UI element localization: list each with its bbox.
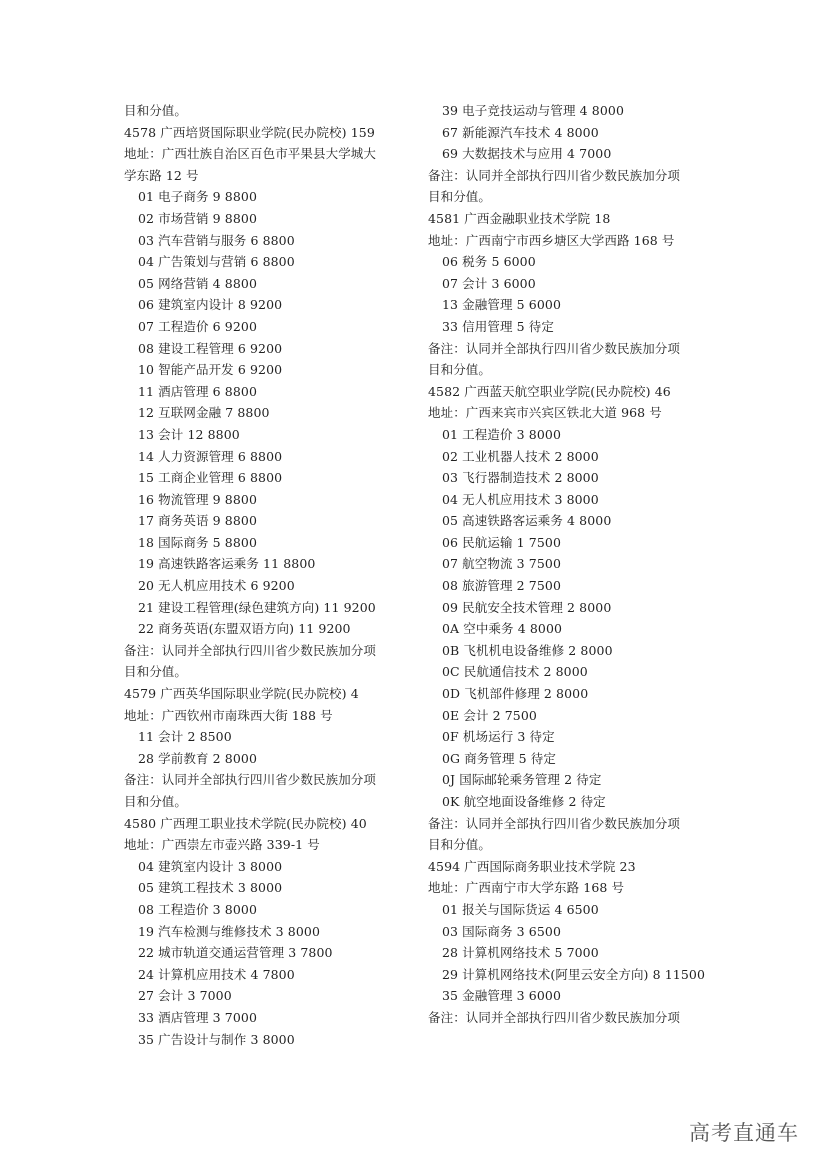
text-line: 04 无人机应用技术 3 8000 [442, 491, 599, 507]
text-line: 备注：认同并全部执行四川省少数民族加分项 [428, 1009, 681, 1025]
text-line: 16 物流管理 9 8800 [138, 491, 257, 507]
text-line: 03 汽车营销与服务 6 8800 [138, 232, 295, 248]
text-line: 15 工商企业管理 6 8800 [138, 470, 283, 486]
text-line: 19 汽车检测与维修技术 3 8000 [138, 923, 320, 939]
text-line: 11 酒店管理 6 8800 [138, 383, 257, 399]
text-line: 33 信用管理 5 待定 [442, 318, 554, 334]
text-line: 22 城市轨道交通运营管理 3 7800 [138, 945, 333, 961]
text-line: 学东路 12 号 [124, 167, 199, 183]
text-line: 0F 机场运行 3 待定 [442, 729, 555, 745]
text-line: 08 旅游管理 2 7500 [442, 578, 561, 594]
text-line: 03 飞行器制造技术 2 8000 [442, 470, 599, 486]
text-line: 01 报关与国际货运 4 6500 [442, 901, 599, 917]
left-column [124, 100, 424, 1050]
text-line: 目和分值。 [428, 837, 492, 853]
text-line: 地址：广西南宁市西乡塘区大学西路 168 号 [428, 232, 675, 248]
text-line: 69 大数据技术与应用 4 7000 [442, 146, 612, 162]
text-line: 目和分值。 [124, 103, 188, 118]
text-line: 03 国际商务 3 6500 [442, 923, 561, 939]
text-line: 0G 商务管理 5 待定 [442, 750, 557, 766]
text-line: 地址：广西钦州市南珠西大街 188 号 [124, 707, 333, 723]
text-line: 05 高速铁路客运乘务 4 8000 [442, 513, 612, 529]
text-line: 0J 国际邮轮乘务管理 2 待定 [442, 772, 602, 788]
text-line: 4580 广西理工职业技术学院(民办院校) 40 [124, 815, 367, 831]
text-line: 19 高速铁路客运乘务 11 8800 [138, 556, 316, 572]
text-line: 备注：认同并全部执行四川省少数民族加分项 [124, 772, 377, 788]
text-line: 08 工程造价 3 8000 [138, 901, 257, 917]
text-line: 17 商务英语 9 8800 [138, 513, 257, 529]
text-line: 0A 空中乘务 4 8000 [442, 621, 563, 637]
text-line: 35 金融管理 3 6000 [442, 988, 561, 1004]
text-line: 20 无人机应用技术 6 9200 [138, 578, 295, 594]
text-line: 目和分值。 [428, 189, 492, 205]
text-line: 12 互联网金融 7 8800 [138, 405, 270, 421]
text-line: 35 广告设计与制作 3 8000 [138, 1031, 295, 1047]
text-line: 05 网络营销 4 8800 [138, 275, 257, 291]
text-line: 备注：认同并全部执行四川省少数民族加分项 [124, 642, 377, 658]
text-line: 备注：认同并全部执行四川省少数民族加分项 [428, 340, 681, 356]
text-line: 0D 飞机部件修理 2 8000 [442, 686, 589, 702]
text-line: 33 酒店管理 3 7000 [138, 1009, 257, 1025]
text-line: 05 建筑工程技术 3 8000 [138, 880, 283, 896]
text-line: 地址：广西崇左市壶兴路 339-1 号 [124, 837, 320, 853]
text-line: 02 市场营销 9 8800 [138, 210, 257, 226]
text-line: 28 计算机网络技术 5 7000 [442, 945, 599, 961]
text-line: 01 工程造价 3 8000 [442, 426, 561, 442]
text-line: 地址：广西来宾市兴宾区铁北大道 968 号 [428, 405, 662, 421]
text-line: 21 建设工程管理(绿色建筑方向) 11 9200 [138, 599, 376, 615]
text-line: 目和分值。 [124, 794, 188, 809]
text-line: 0K 航空地面设备维修 2 待定 [442, 794, 606, 809]
text-line: 06 建筑室内设计 8 9200 [138, 297, 283, 313]
text-line: 07 工程造价 6 9200 [138, 318, 257, 334]
text-line: 地址：广西壮族自治区百色市平果县大学城大 [124, 146, 377, 162]
text-line: 67 新能源汽车技术 4 8000 [442, 124, 599, 140]
text-line: 4581 广西金融职业技术学院 18 [428, 210, 611, 226]
text-line: 09 民航安全技术管理 2 8000 [442, 599, 612, 615]
text-line: 目和分值。 [428, 362, 492, 378]
text-line: 07 会计 3 6000 [442, 275, 536, 291]
text-line: 13 金融管理 5 6000 [442, 297, 561, 313]
text-line: 0C 民航通信技术 2 8000 [442, 664, 588, 680]
text-line: 06 民航运输 1 7500 [442, 534, 561, 550]
text-line: 10 智能产品开发 6 9200 [138, 362, 283, 378]
text-line: 0E 会计 2 7500 [442, 707, 537, 723]
watermark-logo: 高考直通车 [689, 1121, 799, 1145]
text-line: 01 电子商务 9 8800 [138, 189, 257, 205]
text-line: 28 学前教育 2 8000 [138, 750, 257, 766]
text-line: 24 计算机应用技术 4 7800 [138, 966, 295, 982]
text-line: 04 广告策划与营销 6 8800 [138, 254, 295, 270]
text-line: 07 航空物流 3 7500 [442, 556, 561, 572]
text-line: 08 建设工程管理 6 9200 [138, 340, 283, 356]
text-line: 27 会计 3 7000 [138, 988, 232, 1004]
text-line: 4582 广西蓝天航空职业学院(民办院校) 46 [428, 383, 671, 399]
text-line: 4578 广西培贤国际职业学院(民办院校) 159 [124, 124, 375, 140]
text-line: 13 会计 12 8800 [138, 426, 240, 442]
text-line: 04 建筑室内设计 3 8000 [138, 858, 283, 874]
text-line: 4594 广西国际商务职业技术学院 23 [428, 858, 636, 874]
text-line: 14 人力资源管理 6 8800 [138, 448, 283, 464]
text-line: 4579 广西英华国际职业学院(民办院校) 4 [124, 686, 359, 702]
right-column [428, 100, 728, 1029]
text-line: 29 计算机网络技术(阿里云安全方向) 8 11500 [442, 966, 705, 982]
text-line: 目和分值。 [124, 664, 188, 680]
text-line: 22 商务英语(东盟双语方向) 11 9200 [138, 621, 351, 637]
text-line: 02 工业机器人技术 2 8000 [442, 448, 599, 464]
text-line: 18 国际商务 5 8800 [138, 534, 257, 550]
text-line: 06 税务 5 6000 [442, 254, 536, 270]
text-line: 0B 飞机机电设备维修 2 8000 [442, 642, 613, 658]
text-line: 备注：认同并全部执行四川省少数民族加分项 [428, 815, 681, 831]
text-line: 地址：广西南宁市大学东路 168 号 [428, 880, 625, 896]
text-line: 11 会计 2 8500 [138, 729, 232, 745]
text-line: 备注：认同并全部执行四川省少数民族加分项 [428, 167, 681, 183]
text-line: 39 电子竞技运动与管理 4 8000 [442, 103, 624, 118]
